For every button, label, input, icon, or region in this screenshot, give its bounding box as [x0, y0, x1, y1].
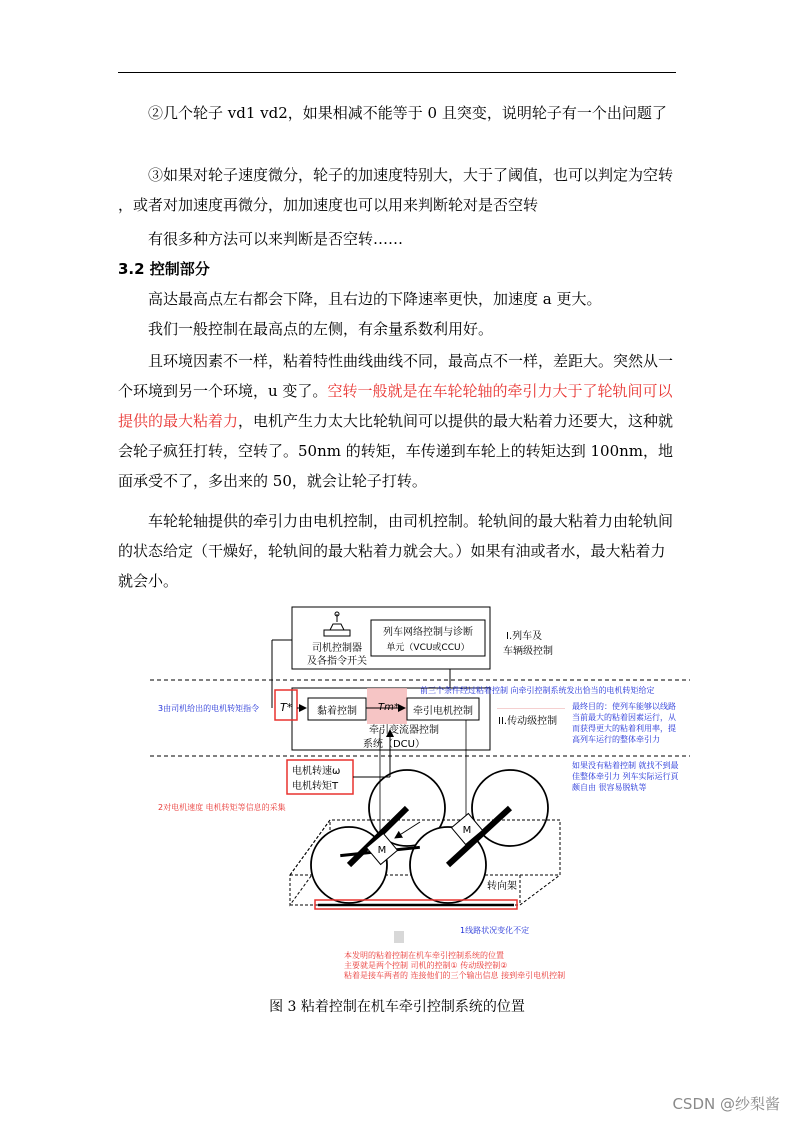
paragraph: 且环境因素不一样，粘着特性曲线曲线不同，最高点不一样，差距大。突然从一个环境到另一个环境，u 变了。空转一般就是在车轮轮轴的牵引力大于了轮轨间可以提供的最大粘着力，电机产生力太大比轮轨间可以提供的最大粘着力还要大，这种就会轮子疯狂打转，空转了。50nm 的转矩，车传递到车轮上的转矩达到 100nm，地面承受不了，多出来的 50，就会让轮子打转。	[118, 352, 674, 490]
level2-label: II.传动级控制	[498, 716, 558, 727]
tm-star-label: Tm*	[378, 702, 399, 713]
annotation: 2对电机速度 电机转矩等信息的采集	[158, 803, 286, 812]
annotation: 本发明的粘着控制在机车牵引控制系统的位置	[344, 951, 504, 960]
driver-controller-label: 司机控制器	[312, 643, 362, 654]
annotation: 最终目的：使列车能够以线路	[572, 702, 676, 711]
level1-label: I.列车及	[506, 631, 543, 642]
figure-caption: 图 3 粘着控制在机车牵引控制系统的位置	[269, 999, 525, 1015]
section-heading: 3.2 控制部分	[118, 260, 210, 278]
annotation: 前三个条件经过粘着控制 向牵引控制系统发出恰当的电机转矩给定	[420, 686, 655, 695]
paragraph: 我们一般控制在最高点的左侧，有余量系数利用好。	[148, 320, 494, 338]
t-star-label: T*	[280, 701, 293, 714]
image-placeholder-icon	[394, 931, 404, 943]
paragraph: 高达最高点左右都会下降，且右边的下降速率更快，加速度 a 更大。	[148, 290, 602, 308]
annotation: 而获得更大的粘着利用率，提	[572, 724, 676, 733]
driver-controller-label: 及各指令开关	[307, 656, 367, 667]
feedback-label: 电机转矩T	[292, 781, 339, 792]
level2-label-highlight	[497, 708, 565, 709]
annotation: 主要就是两个控制 司机的控制① 传动级控制②	[344, 961, 508, 970]
annotation: 佳整体牵引力 列车实际运行頁	[572, 772, 679, 781]
feedback-label: 电机转速ω	[292, 766, 341, 777]
paragraph: 车轮轮轴提供的牵引力由电机控制，由司机控制。轮轨间的最大粘着力由轮轨间的状态给定（干燥好，轮轨间的最大粘着力就会大。）如果有油或者水，最大粘着力就会小。	[118, 512, 674, 590]
annotation: 3由司机给出的电机转矩指令	[158, 704, 260, 713]
paragraph: 有很多种方法可以来判断是否空转……	[148, 230, 404, 248]
svg-text:M: M	[377, 845, 387, 856]
dcu-label: 系统（DCU）	[362, 739, 426, 750]
bogie-label: 转向架	[487, 881, 517, 892]
motor-control-label: 牵引电机控制	[413, 706, 473, 717]
annotation: 高列车运行的整体牵引力	[572, 735, 660, 744]
annotation: 颇自由 很容易脱轨等	[572, 783, 647, 792]
svg-text:M: M	[462, 825, 472, 836]
paragraph: ③如果对轮子速度微分，轮子的加速度特别大，大于了阈值，也可以判定为空转 ，或者对加速度再微分，加加速度也可以用来判断轮对是否空转	[118, 166, 674, 214]
annotation: 如果没有粘着控制 就找不到最	[572, 761, 679, 770]
network-unit-label: 单元（VCU或CCU）	[386, 643, 470, 653]
watermark: CSDN @纱梨酱	[672, 1095, 780, 1113]
driver-controller-icon	[324, 612, 350, 636]
paragraph: ②几个轮子 vd1 vd2，如果相减不能等于 0 且突变，说明轮子有一个出问题了	[148, 104, 667, 122]
annotation: 1线路状况变化不定	[460, 926, 530, 935]
annotation: 粘着是接车两者的 连接他们的三个输出信息 接到牵引电机控制	[344, 971, 566, 980]
annotation: 当前最大的粘着因素运行，从	[572, 713, 676, 722]
dcu-label: 牵引变流器控制	[369, 725, 439, 736]
level1-label: 车辆级控制	[503, 646, 553, 657]
highlighted-text: 空转一般就是在车轮轮轴的牵引力大于了轮轨间可以提供的最大粘着力	[118, 382, 673, 430]
network-unit-label: 列车网络控制与诊断	[383, 627, 473, 638]
adhesion-control-label: 黏着控制	[317, 706, 357, 717]
